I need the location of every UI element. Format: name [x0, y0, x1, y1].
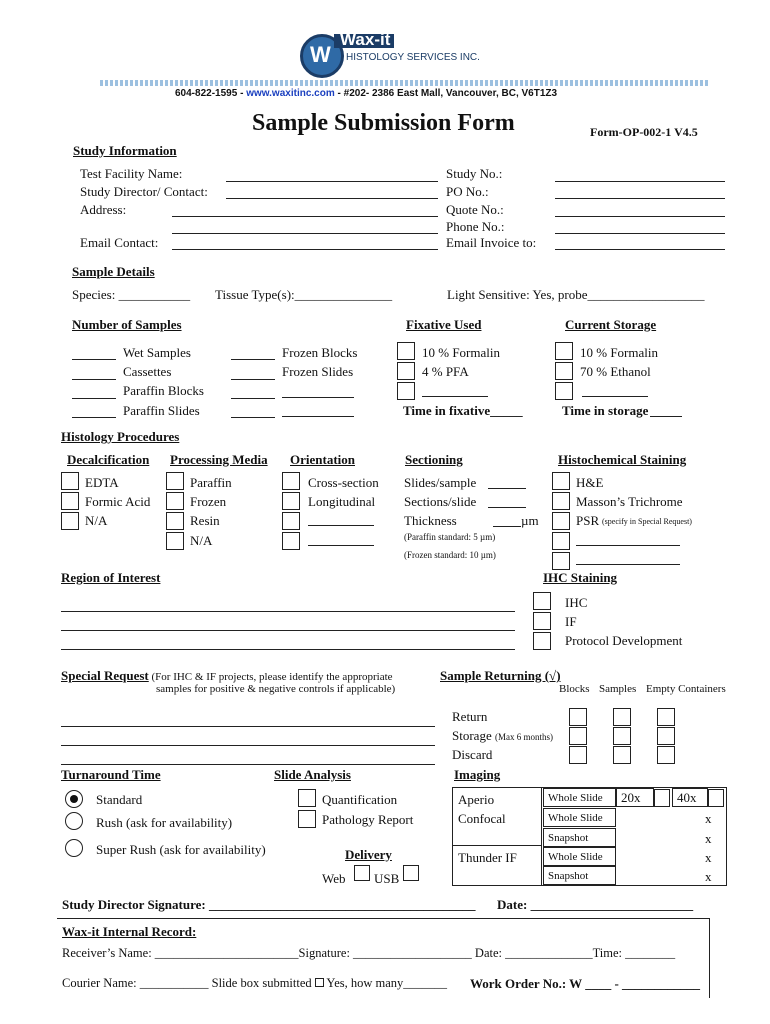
cassettes-label: Cassettes	[123, 364, 172, 379]
aperio-20x-option[interactable]: 20x	[616, 788, 654, 807]
test-facility-label: Test Facility Name:	[80, 166, 183, 181]
storage-heading: Current Storage	[565, 317, 657, 332]
psr-checkbox[interactable]	[552, 512, 570, 530]
fixative-heading: Fixative Used	[406, 317, 482, 332]
histochem-other-checkbox-1[interactable]	[552, 532, 570, 550]
resin-media-label: Resin	[190, 513, 220, 528]
other-storage-field[interactable]	[582, 396, 648, 397]
study-info-heading: Study Information	[73, 143, 177, 158]
sectioning-heading: Sectioning	[405, 452, 463, 467]
paraffin-slides-count[interactable]	[72, 417, 116, 418]
ihc-label: IHC	[565, 595, 588, 610]
page-title: Sample Submission Form	[252, 110, 515, 136]
confocal-label: Confocal	[458, 811, 506, 826]
cassettes-count[interactable]	[72, 379, 116, 380]
contact-line	[175, 88, 557, 99]
work-order-field[interactable]: Work Order No.: W ____ - ____________	[470, 976, 701, 991]
email-contact-field[interactable]	[172, 249, 438, 250]
orientation-other-checkbox-1[interactable]	[282, 512, 300, 530]
study-director-label: Study Director/ Contact:	[80, 184, 208, 199]
special-request-field-2[interactable]	[61, 745, 435, 746]
turnaround-heading: Turnaround Time	[61, 767, 161, 782]
if-label: IF	[565, 614, 577, 629]
pathology-report-label: Pathology Report	[322, 812, 414, 827]
special-request-field-3[interactable]	[61, 764, 435, 765]
cross-section-label: Cross-section	[308, 475, 379, 490]
he-checkbox[interactable]	[552, 472, 570, 490]
storage-row	[452, 728, 553, 744]
ethanol-storage-label: 70 % Ethanol	[580, 364, 651, 379]
formic-acid-checkbox[interactable]	[61, 492, 79, 510]
roi-field-2[interactable]	[61, 630, 515, 631]
ethanol-storage-checkbox[interactable]	[555, 362, 573, 380]
time-in-storage: Time in storage	[562, 403, 649, 418]
quote-no-field[interactable]	[555, 216, 725, 217]
formalin-storage-label: 10 % Formalin	[580, 345, 658, 360]
usb-label: USB	[374, 871, 400, 886]
he-label: H&E	[576, 475, 604, 490]
samples-column-label: Samples	[599, 683, 637, 695]
contact-sep: -	[337, 88, 341, 99]
address-field-1[interactable]	[172, 216, 438, 217]
special-request-note-1: (For IHC & IF projects, please identify the appropriate	[151, 671, 393, 683]
formalin-storage-checkbox[interactable]	[555, 342, 573, 360]
email-contact-label: Email Contact:	[80, 235, 159, 250]
species-field[interactable]: Species: ___________	[72, 287, 191, 302]
massons-checkbox[interactable]	[552, 492, 570, 510]
histochem-heading: Histochemical Staining	[558, 452, 687, 467]
discard-samples-checkbox[interactable]	[613, 746, 631, 764]
tissue-type-field[interactable]: Tissue Type(s):_______________	[215, 287, 393, 302]
sections-per-slide-label: Sections/slide	[404, 494, 477, 509]
frozen-media-checkbox[interactable]	[166, 492, 184, 510]
discard-blocks-checkbox[interactable]	[569, 746, 587, 764]
storage-containers-checkbox[interactable]	[657, 727, 675, 745]
signature-date[interactable]: Date: _________________________	[497, 897, 694, 912]
phone-no-field[interactable]	[555, 233, 725, 234]
paraffin-media-checkbox[interactable]	[166, 472, 184, 490]
psr-label: PSR	[576, 513, 600, 528]
rush-radio[interactable]	[65, 812, 83, 830]
wet-samples-label: Wet Samples	[123, 345, 191, 360]
psr-note: (specify in Special Request)	[602, 517, 692, 526]
blocks-column-label: Blocks	[559, 683, 590, 695]
contact-address: #202- 2386 East Mall, Vancouver, BC, V6T1Z3	[343, 88, 558, 99]
website-link[interactable]: www.waxitinc.com	[246, 88, 335, 99]
paraffin-blocks-label: Paraffin Blocks	[123, 383, 204, 398]
pfa-fixative-checkbox[interactable]	[397, 362, 415, 380]
pathology-report-checkbox[interactable]	[298, 810, 316, 828]
other-count-2[interactable]	[231, 417, 275, 418]
sample-details-heading: Sample Details	[72, 264, 155, 279]
roi-field-3[interactable]	[61, 649, 515, 650]
edta-checkbox[interactable]	[61, 472, 79, 490]
imaging-mode-5: Snapshot	[543, 866, 616, 885]
rush-label: Rush (ask for availability)	[96, 815, 233, 830]
address-field-2[interactable]	[172, 233, 438, 234]
wet-samples-count[interactable]	[72, 359, 116, 360]
email-invoice-label: Email Invoice to:	[446, 235, 537, 250]
discard-label: Discard	[452, 747, 493, 762]
special-request-header	[61, 668, 393, 684]
storage-note: (Max 6 months)	[494, 732, 553, 742]
logo-text-top: Wax-it	[340, 30, 391, 49]
courier-name-field[interactable]: Courier Name: ___________ Slide box submitted	[62, 976, 315, 990]
form-id: Form-OP-002-1 V4.5	[590, 125, 698, 139]
return-containers-checkbox[interactable]	[657, 708, 675, 726]
aperio-40x-option[interactable]: 40x	[672, 788, 708, 807]
empty-containers-column-label: Empty Containers	[646, 683, 726, 695]
histochem-other-field-1[interactable]	[576, 545, 680, 546]
ihc-checkbox[interactable]	[533, 592, 551, 610]
formalin-fixative-checkbox[interactable]	[397, 342, 415, 360]
paraffin-standard-note: (Paraffin standard: 5 µm)	[404, 532, 496, 542]
edta-label: EDTA	[85, 475, 119, 490]
header-rule	[100, 80, 710, 86]
roi-field-1[interactable]	[61, 611, 515, 612]
usb-checkbox[interactable]	[403, 865, 419, 881]
protocol-development-checkbox[interactable]	[533, 632, 551, 650]
thickness-label: Thickness	[404, 513, 457, 528]
aperio-40x-checkbox[interactable]	[708, 789, 724, 807]
imaging-mode-4: Whole Slide	[543, 847, 616, 866]
other-count-1[interactable]	[231, 398, 275, 399]
study-director-field[interactable]	[226, 198, 438, 199]
logo-text-bottom: HISTOLOGY SERVICES INC.	[346, 52, 480, 63]
standard-radio[interactable]	[65, 790, 83, 808]
histology-heading: Histology Procedures	[61, 429, 180, 444]
thickness-unit: µm	[521, 513, 539, 528]
special-request-note-2: samples for positive & negative controls if applicable)	[156, 683, 396, 695]
web-label: Web	[322, 871, 346, 886]
discard-containers-checkbox[interactable]	[657, 746, 675, 764]
imaging-mode-3: Snapshot	[543, 828, 616, 847]
frozen-blocks-label: Frozen Blocks	[282, 345, 358, 360]
return-samples-checkbox[interactable]	[613, 708, 631, 726]
receiver-line[interactable]: Receiver’s Name: _______________________Signature: ___________________ Date: ______________Time: ________	[62, 946, 676, 960]
imaging-heading: Imaging	[454, 767, 501, 782]
imaging-mode-1: Whole Slide	[543, 788, 616, 807]
imaging-mode-2: Whole Slide	[543, 808, 616, 827]
protocol-development-label: Protocol Development	[565, 633, 683, 648]
po-no-field[interactable]	[555, 198, 725, 199]
frozen-blocks-count[interactable]	[231, 359, 275, 360]
frozen-media-label: Frozen	[190, 494, 227, 509]
other-sample-type-2[interactable]	[282, 416, 354, 417]
frozen-slides-label: Frozen Slides	[282, 364, 354, 379]
media-na-checkbox[interactable]	[166, 532, 184, 550]
paraffin-slides-label: Paraffin Slides	[123, 403, 200, 418]
po-no-label: PO No.:	[446, 184, 489, 199]
formic-acid-label: Formic Acid	[85, 494, 151, 509]
frozen-slides-count[interactable]	[231, 379, 275, 380]
histochem-other-checkbox-2[interactable]	[552, 552, 570, 570]
aperio-label: Aperio	[458, 792, 495, 807]
longitudinal-checkbox[interactable]	[282, 492, 300, 510]
time-in-storage-field[interactable]	[650, 416, 682, 417]
web-checkbox[interactable]	[354, 865, 370, 881]
massons-label: Masson’s Trichrome	[576, 494, 683, 509]
thunder-if-label: Thunder IF	[458, 850, 517, 865]
histochem-other-field-2[interactable]	[576, 564, 680, 565]
time-in-fixative[interactable]: Time in fixative_____	[403, 403, 523, 418]
courier-line	[62, 976, 447, 991]
orientation-heading: Orientation	[290, 452, 355, 467]
other-sample-type-1[interactable]	[282, 397, 354, 398]
logo	[300, 30, 480, 80]
other-fixative-checkbox[interactable]	[397, 382, 415, 400]
standard-label: Standard	[96, 792, 143, 807]
return-label: Return	[452, 709, 488, 724]
quote-no-label: Quote No.:	[446, 202, 504, 217]
orientation-other-checkbox-2[interactable]	[282, 532, 300, 550]
slides-per-sample-field[interactable]	[488, 488, 526, 489]
storage-samples-checkbox[interactable]	[613, 727, 631, 745]
thunder-40x-mark: x	[705, 850, 712, 865]
study-director-signature[interactable]: Study Director Signature: _________________________________________	[62, 897, 476, 912]
decal-heading: Decalcification	[67, 452, 150, 467]
study-no-field[interactable]	[555, 181, 725, 182]
slide-box-checkbox[interactable]	[315, 978, 324, 987]
number-of-samples-heading: Number of Samples	[72, 317, 182, 332]
phone-no-label: Phone No.:	[446, 219, 505, 234]
delivery-heading: Delivery	[345, 847, 392, 862]
slide-analysis-heading: Slide Analysis	[274, 767, 351, 782]
logo-w: W	[310, 42, 331, 67]
thickness-field[interactable]	[493, 526, 521, 527]
media-na-label: N/A	[190, 533, 213, 548]
study-no-label: Study No.:	[446, 166, 503, 181]
if-checkbox[interactable]	[533, 612, 551, 630]
roi-heading: Region of Interest	[61, 570, 161, 585]
slides-per-sample-label: Slides/sample	[404, 475, 477, 490]
test-facility-field[interactable]	[226, 181, 438, 182]
storage-blocks-checkbox[interactable]	[569, 727, 587, 745]
how-many-field[interactable]: Yes, how many_______	[323, 976, 448, 990]
other-storage-checkbox[interactable]	[555, 382, 573, 400]
processing-heading: Processing Media	[170, 452, 268, 467]
contact-sep: -	[240, 88, 244, 99]
internal-record-heading: Wax-it Internal Record:	[62, 924, 197, 939]
super-rush-label: Super Rush (ask for availability)	[96, 842, 266, 857]
super-rush-radio[interactable]	[65, 839, 83, 857]
return-blocks-checkbox[interactable]	[569, 708, 587, 726]
orientation-other-field-2[interactable]	[308, 545, 374, 546]
orientation-other-field-1[interactable]	[308, 525, 374, 526]
contact-phone: 604-822-1595	[175, 88, 238, 99]
light-sensitive-field[interactable]: Light Sensitive: Yes, probe__________________	[447, 287, 705, 302]
decal-na-checkbox[interactable]	[61, 512, 79, 530]
resin-media-checkbox[interactable]	[166, 512, 184, 530]
decal-na-label: N/A	[85, 513, 108, 528]
sample-returning-heading: Sample Returning (√)	[440, 668, 561, 683]
aperio-20x-checkbox[interactable]	[654, 789, 670, 807]
formalin-fixative-label: 10 % Formalin	[422, 345, 500, 360]
confocal-40x-mark: x	[705, 811, 712, 826]
sections-per-slide-field[interactable]	[488, 507, 526, 508]
ihc-heading: IHC Staining	[543, 570, 618, 585]
address-label: Address:	[80, 202, 127, 217]
quantification-label: Quantification	[322, 792, 398, 807]
pfa-fixative-label: 4 % PFA	[422, 364, 469, 379]
storage-label: Storage	[452, 728, 492, 743]
confocal-snapshot-mark: x	[705, 831, 712, 846]
special-request-heading: Special Request	[61, 668, 149, 683]
longitudinal-label: Longitudinal	[308, 494, 376, 509]
cross-section-checkbox[interactable]	[282, 472, 300, 490]
special-request-field-1[interactable]	[61, 726, 435, 727]
email-invoice-field[interactable]	[555, 249, 725, 250]
paraffin-blocks-count[interactable]	[72, 398, 116, 399]
thunder-snapshot-mark: x	[705, 869, 712, 884]
quantification-checkbox[interactable]	[298, 789, 316, 807]
frozen-standard-note: (Frozen standard: 10 µm)	[404, 550, 496, 560]
other-fixative-field[interactable]	[422, 396, 488, 397]
paraffin-media-label: Paraffin	[190, 475, 232, 490]
